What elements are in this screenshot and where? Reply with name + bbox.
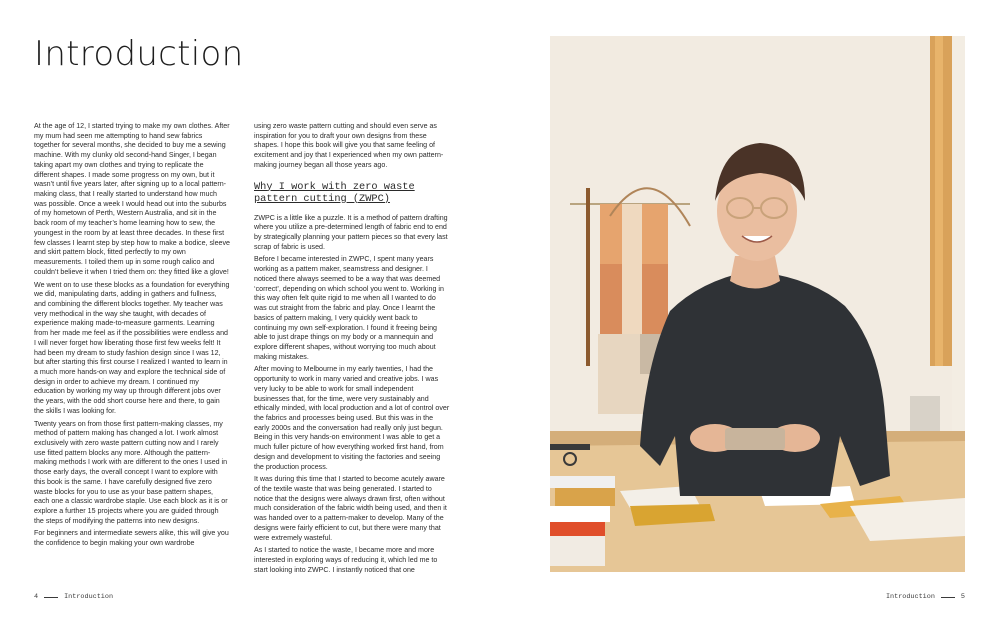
footer-rule <box>941 597 955 598</box>
photo-woman-folding-fabric <box>550 36 965 572</box>
paragraph: As I started to notice the waste, I became more and more interested in exploring ways of reducing it, which led me to start looking into ZWPC. I instantly noticed that one <box>254 546 438 574</box>
footer-right <box>886 593 965 601</box>
paragraph: We went on to use these blocks as a foundation for everything we did, manipulating darts, adding in gathers and fullness, and combining the different blocks together. My teacher was very methodical in the way she taught, with decades of experience making made-to-measure garments. Learning from her made me feel as if the possibilities were endless and I will never forget how liberating those first few weeks felt! It had been my dream to study fashion design since I was 12, but after starting this first course I realized I wanted to learn in a much more hands-on way and explore the technical side of design in order to achieve my dream. I continued my education by working my way up through different jobs over the years, with the odd short course here and there, to gain the skills I was looking for. <box>34 280 230 415</box>
section-subheading: Why I work with zero waste pattern cutting (ZWPC) <box>254 180 415 205</box>
text-column-left <box>34 122 230 549</box>
paragraph: using zero waste pattern cutting and should even serve as inspiration for you to draft your own designs from these shapes. I hope this book will give you that same feeling of excitement and joy that I experienced when my own pattern-making journey began all those years ago. <box>254 122 444 169</box>
paragraph: For beginners and intermediate sewers alike, this will give you the confidence to begin making your own wardrobe <box>34 529 229 548</box>
paragraph: After moving to Melbourne in my early twenties, I had the opportunity to work in many varied and creative jobs. I was very lucky to be able to work for small independent businesses that, for the time, were very sustainably and ethically minded, with local production and a lot of control over the fabrics and processes being used. But this was in the early 2000s and the conversation had really only just begun. Being in this very hands-on environment I was able to get a much fuller picture of how everything worked first hand, from design and development to visiting the factories and seeing the production process. <box>254 365 450 471</box>
paragraph: It was during this time that I started to become acutely aware of the textile waste that was being generated. I started to notice that the designs were always drawn first, often without much consideration of the fabric width being used, and then it was handed over to a pattern-maker to develop. Many of the designs were fairly efficient to cut, but there were many that were extremely wasteful. <box>254 475 447 542</box>
page-number-right: 5 <box>960 593 965 601</box>
running-head-right: Introduction <box>885 593 935 601</box>
paragraph: ZWPC is a little like a puzzle. It is a method of pattern drafting where you utilize a pre-determined length of fabric end to end by strategically planning your pattern pieces so that every last scrap of fabric is used. <box>254 213 448 251</box>
paragraph: Before I became interested in ZWPC, I spent many years working as a pattern maker, seamstress and designer. I noticed there always seemed to be a way that was deemed ‘correct’, depending on which school you went to. Working in this way often felt quite rigid to me when all I wanted to do was cut straight from the fabric and play. Once I learnt the basics of pattern making, I very quickly went back to continuing my own self-exploration. I found it freeing being able to just drape things on my body or a mannequin and explore different shapes, without worrying too much about making mistakes. <box>254 255 444 361</box>
paragraph: At the age of 12, I started trying to make my own clothes. After my mum had seen me attempting to hand sew fabrics together for several months, she decided to buy me a sewing machine. With my clunky old second-hand Singer, I began taking apart my own clothes and trying to replicate the different shapes. I made some progress on my own, but it wasn’t until five years later, after signing up to a local pattern-making class, that I really started to understand how much was possible. Once a week I would head out into the suburbs of my hometown of Perth, Western Australia, and sit in the back room of my teacher’s home learning how to sew, the youngest in the room by at least three decades. In these first few classes I learnt step by step how to make a bodice, sleeve and skirt pattern block, fitted perfectly to my own measurements. I toiled them up in some rough calico and couldn’t believe it when I tried them on: they fitted like a glove! <box>34 122 230 276</box>
text-column-right <box>254 122 450 575</box>
page-title: Introduction <box>34 34 244 74</box>
paragraph: Twenty years on from those first pattern-making classes, my method of pattern making has changed a lot. I work almost exclusively with zero waste pattern cutting now and I rarely use fitted pattern blocks any more. Although the pattern-making methods I work with are different to the ones I used in those early days, the overall concept I want to explore with this book is the same. I have carefully designed five zero waste blocks for you to use as your base pattern shapes, each one a classic wardrobe staple. Use each block as it is or explore a further 15 projects where you are guided through the steps of modifying the patterns into new designs. <box>34 419 228 525</box>
footer-left <box>34 593 113 601</box>
page-number-left: 4 <box>34 593 39 601</box>
footer-rule <box>44 597 58 598</box>
running-head-left: Introduction <box>64 593 114 601</box>
